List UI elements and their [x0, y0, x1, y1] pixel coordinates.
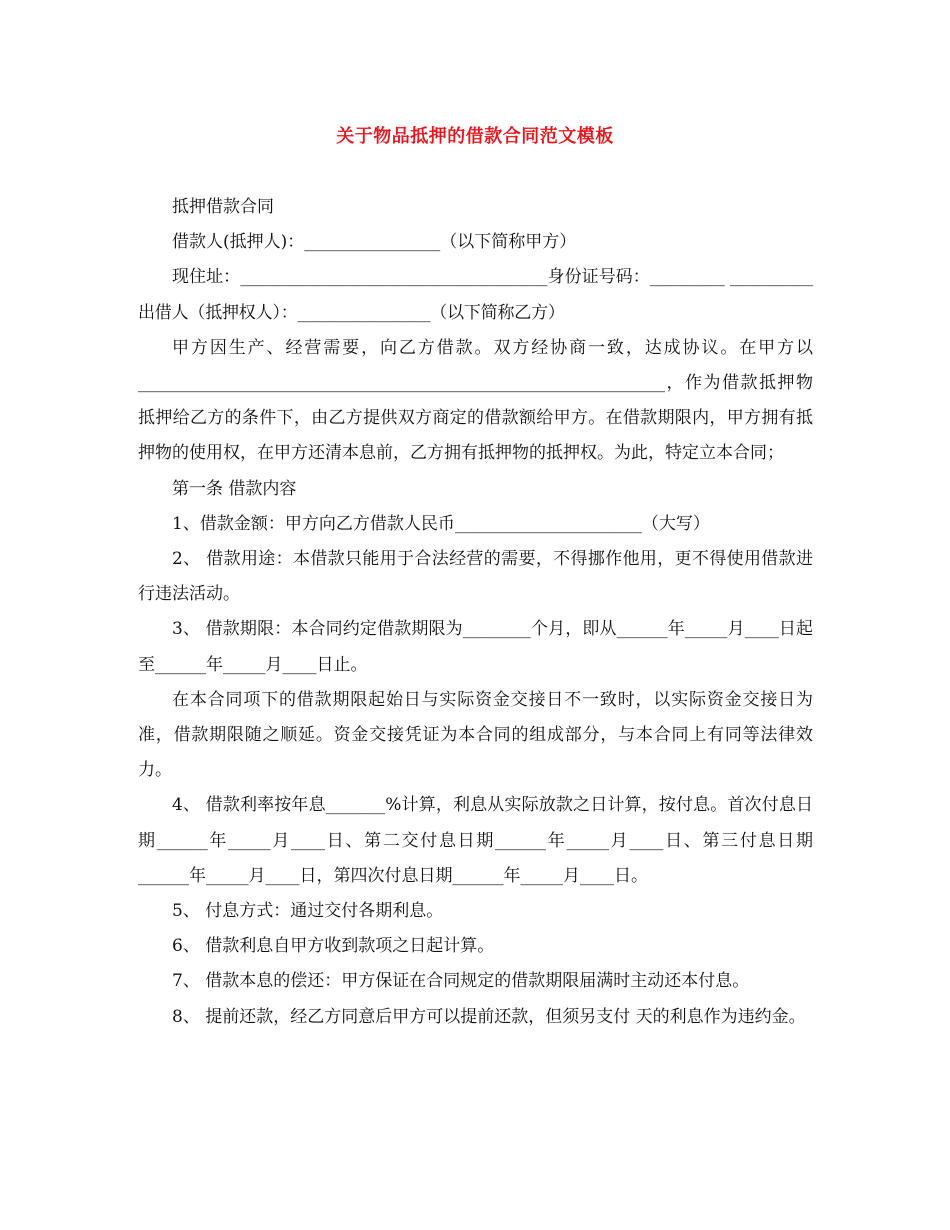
paragraph-clause-7: 7、 借款本息的偿还：甲方保证在合同规定的借款期限届满时主动还本付息。: [172, 971, 750, 992]
paragraph-clause-5: 5、 付息方式：通过交付各期利息。: [172, 901, 444, 922]
paragraph-clause-3: 3、 借款期限：本合同约定借款期限为________个月，即从______年_____月____日起至______年_____月____日止。: [138, 619, 813, 675]
paragraph-clause-2: 2、 借款用途：本借款只能用于合法经营的需要，不得挪作他用，更不得使用借款进行违法活动。: [138, 549, 813, 605]
document-title: 关于物品抵押的借款合同范文模板: [336, 126, 614, 147]
paragraph-borrower: 借款人(抵押人)：________________（以下简称甲方）: [172, 232, 577, 253]
paragraph-clause-8: 8、 提前还款，经乙方同意后甲方可以提前还款，但须另支付 天的利息作为违约金。: [172, 1006, 806, 1027]
paragraph-clause-6: 6、 借款利息自甲方收到款项之日起计算。: [172, 936, 495, 957]
paragraph-preamble: 甲方因生产、经营需要，向乙方借款。双方经协商一致，达成协议。在甲方以______________________________________________________________，作为借款抵押物抵押给乙方的条件下，由乙方提供双方商定的借款额给甲方。在借款期限内，甲方拥有抵押物的使用权，在甲方还清本息前，乙方拥有抵押物的抵押权。为此，特定立本合同；: [138, 337, 813, 464]
paragraph-heading: 抵押借款合同: [172, 197, 274, 217]
paragraph-term-note: 在本合同项下的借款期限起始日与实际资金交接日不一致时，以实际资金交接日为准，借款期限随之顺延。资金交接凭证为本合同的组成部分，与本合同上有同等法律效力。: [138, 689, 813, 781]
document-body: [138, 190, 813, 1035]
paragraph-address-lender: 现住址：_____________________________________身份证号码：_________ __________ 出借人（抵押权人）：________________（以下简称乙方）: [138, 267, 813, 323]
paragraph-clause-4: 4、 借款利率按年息_______%计算，利息从实际放款之日计算，按付息。首次付息日期______年_____月____日、第二交付息日期______年_____月____日、第三付息日期______年_____月____日，第四次付息日期______年_____月____日。: [138, 795, 813, 886]
paragraph-clause-1: 1、借款金额：甲方向乙方借款人民币______________________（大写）: [172, 513, 710, 534]
paragraph-article-1: 第一条 借款内容: [172, 478, 297, 499]
